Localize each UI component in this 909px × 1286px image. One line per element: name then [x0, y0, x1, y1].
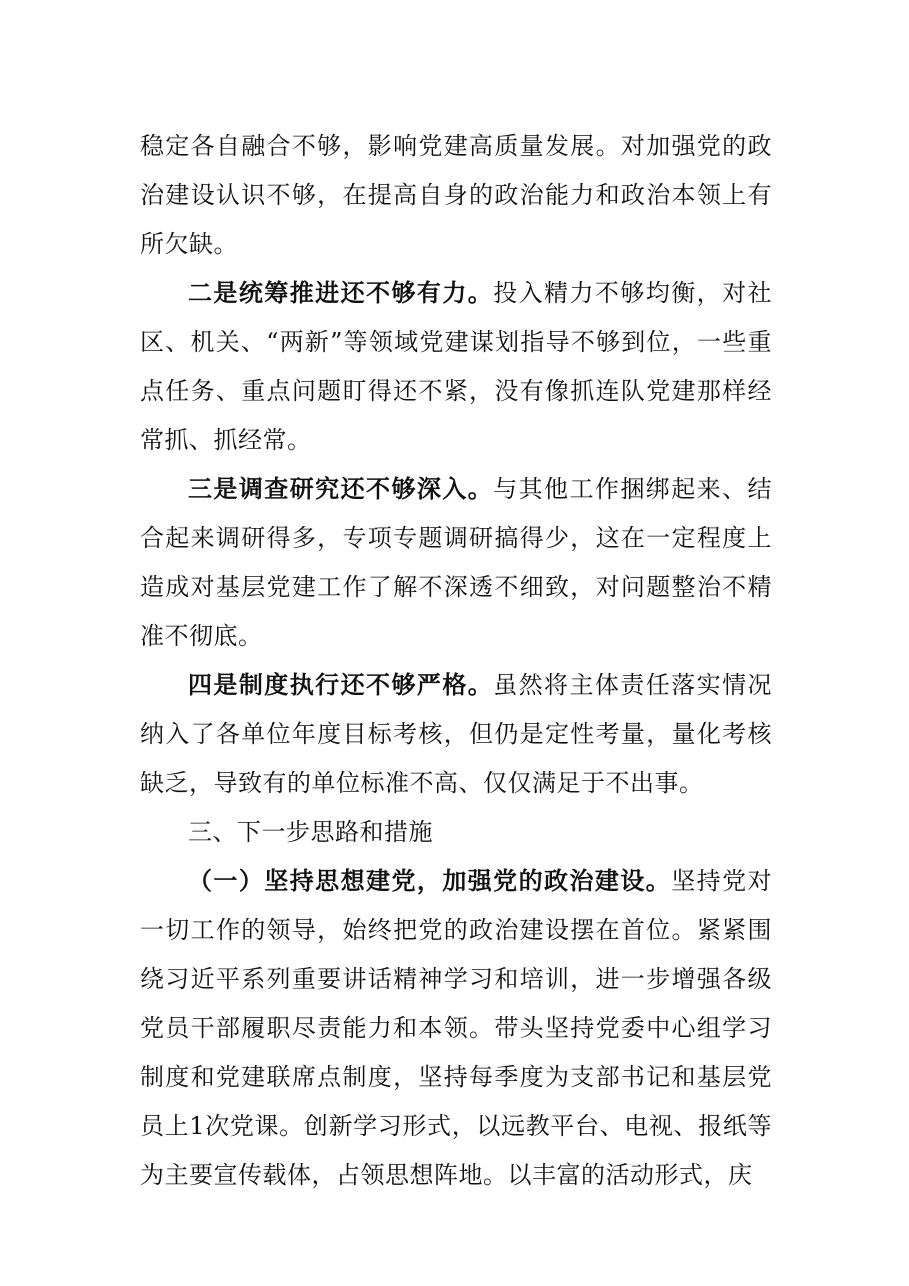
paragraph-measure-one [140, 857, 772, 1200]
paragraph-point-two [140, 269, 772, 465]
paragraph-lead: 三是调查研究还不够深入。 [188, 475, 494, 503]
paragraph-point-three [140, 465, 772, 661]
paragraph-lead: 四是制度执行还不够严格。 [188, 671, 494, 699]
paragraph-text: 虽然将主体责任落实情况纳入了各单位年度目标考核，但仍是定性考量，量化考核缺乏，导致有的单位标准不高、仅仅满足于不出事。 [140, 671, 773, 797]
document-body [140, 122, 772, 1200]
paragraph-text: 坚持党对一切工作的领导，始终把党的政治建设摆在首位。紧紧围绕习近平系列重要讲话精神学习和培训，进一步增强各级党员干部履职尽责能力和本领。带头坚持党委中心组学习制度和党建联席点制度，坚持每季度为支部书记和基层党员上1次党课。创新学习形式，以远教平台、电视、报纸等为主要宣传载体，占领思想阵地。以丰富的活动形式，庆 [140, 867, 772, 1189]
paragraph-lead: （一）坚持思想建党，加强党的政治建设。 [188, 867, 672, 895]
paragraph-text: 稳定各自融合不够，影响党建高质量发展。对加强党的政治建设认识不够，在提高自身的政治能力和政治本领上有所欠缺。 [140, 132, 772, 258]
paragraph-lead: 二是统筹推进还不够有力。 [188, 279, 494, 307]
section-heading-text: 三、下一步思路和措施 [188, 818, 433, 846]
paragraph-continuation [140, 122, 772, 269]
section-heading [140, 808, 772, 857]
paragraph-text: 与其他工作捆绑起来、结合起来调研得多，专项专题调研搞得少，这在一定程度上造成对基层党建工作了解不深透不细致，对问题整治不精准不彻底。 [140, 475, 773, 650]
paragraph-text: 投入精力不够均衡，对社区、机关、“两新”等领域党建谋划指导不够到位，一些重点任务、重点问题盯得还不紧，没有像抓连队党建那样经常抓、抓经常。 [140, 279, 773, 454]
paragraph-point-four [140, 661, 772, 808]
